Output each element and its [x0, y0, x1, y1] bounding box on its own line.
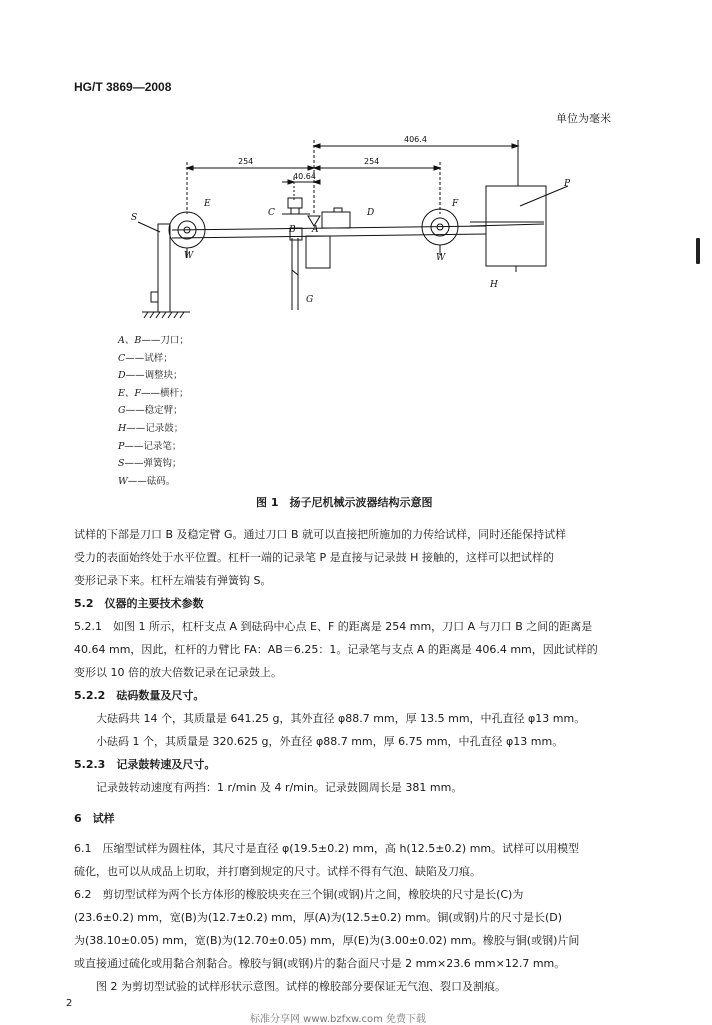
label-p: P	[564, 179, 571, 189]
body-line: (23.6±0.2) mm，宽(B)为(12.7±0.2) mm，厚(A)为(12.5±0.2) mm。铜(或钢)片的尺寸是长(D)	[74, 911, 563, 924]
unit-note: 单位为毫米	[556, 112, 611, 125]
label-e: E	[204, 199, 211, 209]
label-b: B	[289, 225, 296, 235]
body-line: 小砝码 1 个，其质量是 320.625 g，外直径 φ88.7 mm，厚 6.75 mm，中孔直径 φ13 mm。	[96, 735, 564, 748]
standard-code: HG/T 3869—2008	[74, 80, 172, 94]
label-s: S	[131, 213, 138, 223]
adjusting-block	[322, 212, 350, 228]
figure-legend	[118, 332, 189, 490]
body-line: 40.64 mm，因此，杠杆的力臂比 FA：AB＝6.25：1。记录笔与支点 A 的距离是 406.4 mm，因此试样的	[74, 643, 598, 656]
body-line: 变形以 10 倍的放大倍数记录在记录鼓上。	[74, 666, 282, 679]
specimen-c	[288, 198, 302, 208]
page-number: 2	[66, 998, 73, 1009]
spring-hook-post	[158, 224, 170, 312]
legend-item: P——记录笔；	[118, 440, 182, 452]
body-line: 受力的表面始终处于水平位置。杠杆一端的记录笔 P 是直接与记录鼓 H 接触的，这样可以把试样的	[74, 551, 554, 564]
label-d: D	[367, 208, 375, 218]
label-a: A	[312, 225, 319, 235]
body-line: 记录鼓转动速度有两挡：1 r/min 及 4 r/min。记录鼓圆周长是 381 mm。	[96, 781, 463, 794]
label-w-right: W	[436, 253, 446, 263]
legend-item: W——砝码。	[118, 475, 176, 487]
label-f: F	[452, 199, 459, 209]
legend-item: G——稳定臂；	[118, 405, 183, 417]
dim-text-254-left: 254	[238, 157, 254, 166]
body-line: 6.1 压缩型试样为圆柱体，其尺寸是直径 φ(19.5±0.2) mm，高 h(12.5±0.2) mm。试样可以用模型	[74, 842, 580, 855]
body-line: 为(38.10±0.05) mm，宽(B)为(12.70±0.05) mm，厚(E)为(3.00±0.02) mm。橡胶与铜(或钢)片间	[74, 934, 580, 947]
label-w-left: W	[184, 251, 194, 261]
legend-item: E、F——横杆；	[118, 387, 189, 399]
body-line: 变形记录下来。杠杆左端装有弹簧钩 S。	[74, 574, 272, 587]
legend-item: H——记录鼓；	[118, 422, 184, 434]
body-line: 大砝码共 14 个，其质量是 641.25 g，其外直径 φ88.7 mm，厚 13.5 mm，中孔直径 φ13 mm。	[96, 712, 586, 725]
dim-text-406: 406.4	[404, 135, 427, 144]
body-line: 试样的下部是刀口 B 及稳定臂 G。通过刀口 B 就可以直接把所施加的力传给试样，同时还能保持试样	[74, 528, 567, 541]
dim-text-254-right: 254	[364, 157, 380, 166]
recording-drum	[486, 186, 546, 266]
body-line: 或直接通过硫化或用黏合剂黏合。橡胶与铜(或钢)片的黏合面尺寸是 2 mm×23.6 mm×12.7 mm。	[74, 957, 566, 970]
dim-text-40: 40.64	[293, 172, 316, 181]
heading-6: 6 试样	[74, 812, 115, 825]
apparatus-diagram	[0, 0, 712, 340]
label-c: C	[268, 208, 275, 218]
label-g: G	[306, 295, 314, 305]
body-line: 5.2.1 如图 1 所示，杠杆支点 A 到砝码中心点 E、F 的距离是 254 mm，刀口 A 与刀口 B 之间的距离是	[74, 620, 593, 633]
body-line: 6.2 剪切型试样为两个长方体形的橡胶块夹在三个铜(或钢)片之间，橡胶块的尺寸是长(C)为	[74, 888, 524, 901]
legend-item: D——调整块；	[118, 370, 183, 382]
heading-5-2-3: 5.2.3 记录鼓转速及尺寸。	[74, 758, 216, 771]
legend-item: S——弹簧钩；	[118, 458, 182, 470]
heading-5-2: 5.2 仪器的主要技术参数	[74, 597, 204, 610]
legend-item: A、B——刀口；	[118, 335, 189, 346]
figure-caption: 图 1 扬子尼机械示波器结构示意图	[256, 496, 433, 509]
legend-item: C——试样；	[118, 352, 173, 364]
body-line: 硫化，也可以从成品上切取，并打磨到规定的尺寸。试样不得有气泡、缺陷及刀痕。	[74, 865, 481, 878]
label-h: H	[490, 280, 498, 290]
heading-5-2-2: 5.2.2 砝码数量及尺寸。	[74, 689, 205, 702]
watermark: 标准分享网 www.bzfxw.com 免费下载	[250, 1014, 426, 1025]
body-line: 图 2 为剪切型试验的试样形状示意图。试样的橡胶部分要保证无气泡、裂口及割痕。	[96, 980, 506, 993]
